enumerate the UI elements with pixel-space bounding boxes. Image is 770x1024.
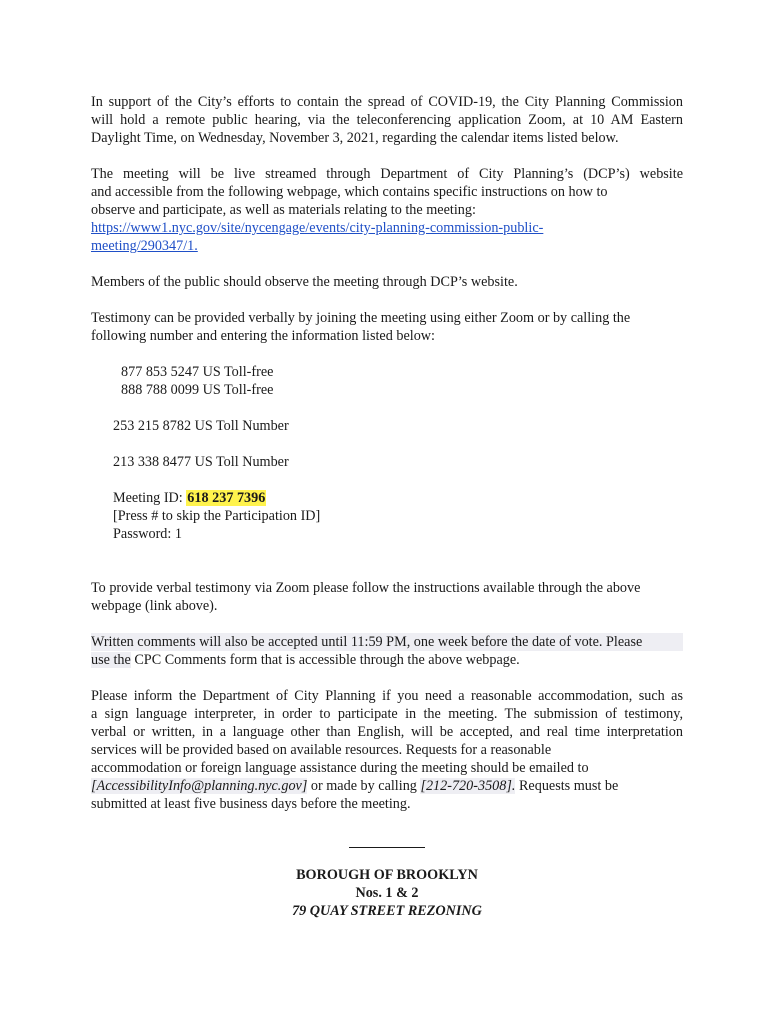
testimony-line-2: following number and entering the information listed below: <box>91 328 435 344</box>
accessibility-email[interactable]: [AccessibilityInfo@planning.nyc.gov] <box>91 778 308 794</box>
stream-line-2: and accessible from the following webpage, which contains specific instructions on how to <box>91 184 608 200</box>
written-line-2-rest: CPC Comments form that is accessible through the above webpage. <box>130 652 520 668</box>
meeting-id-value: 618 237 7396 <box>187 490 266 506</box>
accommodation-line-2: a sign language interpreter, in order to participate in the meeting. The submission of testimony, <box>91 706 683 722</box>
stream-line-3: observe and participate, as well as materials relating to the meeting: <box>91 202 476 218</box>
verbal-line-2: webpage (link above). <box>91 598 218 614</box>
accommodation-tail-text: Requests must be <box>515 778 619 794</box>
toll-number-1: 253 215 8782 US Toll Number <box>113 418 289 434</box>
participation-id-note: [Press # to skip the Participation ID] <box>113 508 321 524</box>
verbal-paragraph <box>91 579 683 615</box>
written-line-2-shaded: use the <box>91 652 131 668</box>
intro-paragraph <box>91 93 683 147</box>
tollfree-numbers <box>91 363 683 399</box>
accommodation-line-3: verbal or written, in a language other than English, will be accepted, and real time interpretation <box>91 724 683 740</box>
intro-line-3: Daylight Time, on Wednesday, November 3, 2021, regarding the calendar items listed below. <box>91 130 619 146</box>
accommodation-mid-text: or made by calling <box>307 778 421 794</box>
intro-line-2: will hold a remote public hearing, via the teleconferencing application Zoom, at 10 AM Eastern <box>91 112 683 128</box>
calendar-item-heading <box>91 866 683 920</box>
stream-paragraph <box>91 165 683 255</box>
written-line-2 <box>91 651 683 669</box>
stream-line-1: The meeting will be live streamed through Department of City Planning’s (DCP’s) website <box>91 166 683 182</box>
meeting-webpage-link-continued[interactable]: meeting/290347/1. <box>91 238 198 254</box>
meeting-password: Password: 1 <box>113 526 182 542</box>
document-page <box>91 93 683 920</box>
tollfree-number-2: 888 788 0099 US Toll-free <box>121 382 274 398</box>
accommodation-line-6 <box>91 777 683 795</box>
meeting-id-line <box>113 489 683 507</box>
section-divider <box>349 847 425 848</box>
meeting-id-label: Meeting ID: <box>113 490 187 506</box>
meeting-credentials <box>91 489 683 543</box>
accommodation-line-1: Please inform the Department of City Planning if you need a reasonable accommodation, such as <box>91 688 683 704</box>
observe-paragraph: Members of the public should observe the meeting through DCP’s website. <box>91 274 518 290</box>
written-comments-paragraph <box>91 633 683 669</box>
borough-heading: BOROUGH OF BROOKLYN <box>296 867 478 883</box>
accommodation-line-7: submitted at least five business days before the meeting. <box>91 796 411 812</box>
testimony-paragraph <box>91 309 683 345</box>
item-numbers: Nos. 1 & 2 <box>355 885 419 901</box>
toll-number-2: 213 338 8477 US Toll Number <box>113 454 289 470</box>
tollfree-number-1: 877 853 5247 US Toll-free <box>121 364 274 380</box>
intro-line-1: In support of the City’s efforts to contain the spread of COVID-19, the City Planning Commission <box>91 94 683 110</box>
accessibility-phone: [212-720-3508]. <box>420 778 516 794</box>
verbal-line-1: To provide verbal testimony via Zoom please follow the instructions available through the above <box>91 580 641 596</box>
testimony-line-1: Testimony can be provided verbally by joining the meeting using either Zoom or by calling the <box>91 310 631 326</box>
meeting-webpage-link[interactable]: https://www1.nyc.gov/site/nycengage/events/city-planning-commission-public- <box>91 220 544 236</box>
written-line-1: Written comments will also be accepted until 11:59 PM, one week before the date of vote. Please <box>91 633 683 651</box>
accommodation-line-4: services will be provided based on available resources. Requests for a reasonable <box>91 742 552 758</box>
accommodation-line-5: accommodation or foreign language assistance during the meeting should be emailed to <box>91 760 589 776</box>
accommodation-paragraph <box>91 687 683 813</box>
project-title: 79 QUAY STREET REZONING <box>292 903 482 919</box>
